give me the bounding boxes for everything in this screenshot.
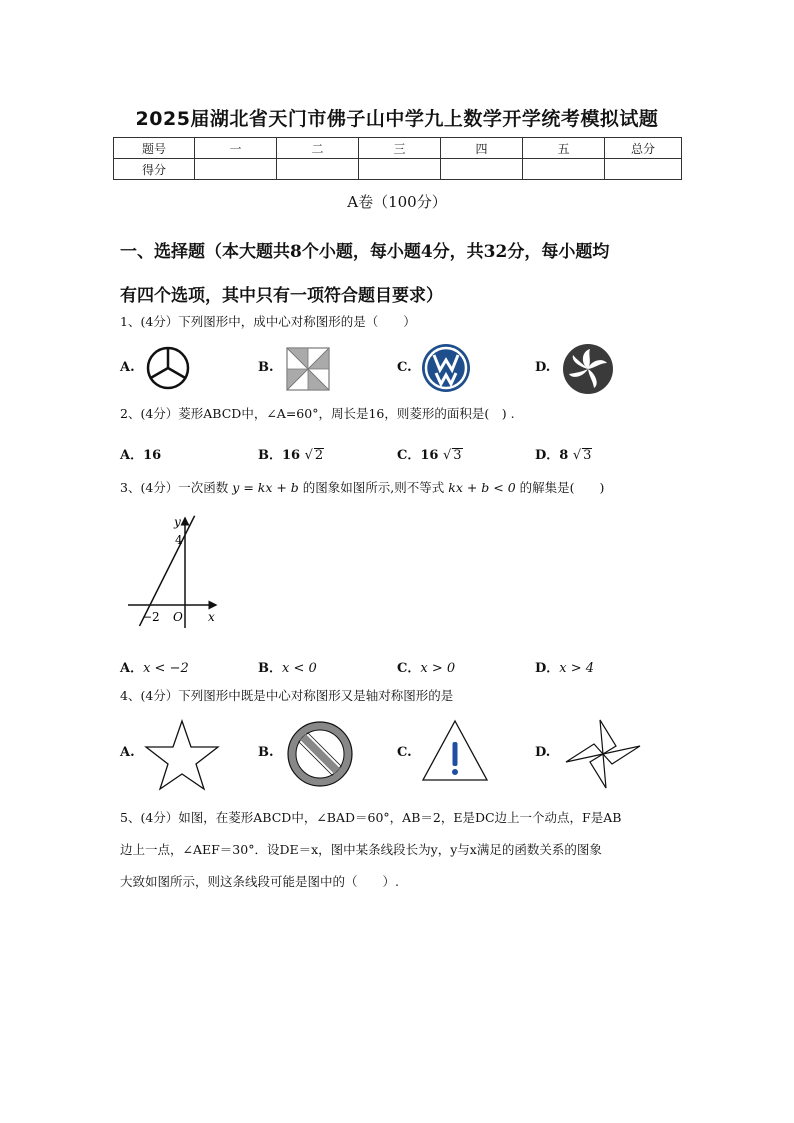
q1-option-d[interactable]: D. <box>535 360 551 375</box>
header-cell: 二 <box>277 138 359 159</box>
score-cell[interactable] <box>277 159 359 180</box>
score-cell[interactable] <box>359 159 441 180</box>
option-value: x > 0 <box>420 661 456 676</box>
q1-option-b[interactable]: B. <box>258 360 274 375</box>
pinwheel-square-icon <box>284 345 332 393</box>
option-value: x > 4 <box>559 661 595 676</box>
section1-heading-line1: 一、选择题（本大题共8个小题，每小题4分，共32分，每小题均 <box>120 242 610 262</box>
option-radical: 3 <box>453 448 462 463</box>
q3-suffix: 的解集是( ) <box>519 480 605 495</box>
q3-option-a[interactable] <box>120 657 189 676</box>
option-value: 16 <box>143 448 162 463</box>
option-label: C． <box>397 661 421 676</box>
q5-text <box>120 802 680 898</box>
q2-option-b[interactable]: B．16 √ 2 <box>258 448 324 463</box>
section-a-heading: A卷（100分） <box>347 193 447 211</box>
q3-option-c[interactable] <box>397 657 455 676</box>
y-axis-label: y <box>174 515 181 529</box>
score-cell[interactable] <box>523 159 605 180</box>
q2-option-a[interactable] <box>120 444 161 463</box>
score-table-header-row <box>114 138 682 159</box>
score-table-score-row <box>114 159 682 180</box>
x-intercept-label: −2 <box>142 610 160 624</box>
warning-triangle-icon <box>420 718 490 784</box>
score-table <box>113 137 682 180</box>
origin-label: O <box>173 610 183 624</box>
q5-line2: 边上一点，∠AEF＝30°．设DE＝x，图中某条线段长为y，y与x满足的函数关系的图象 <box>120 842 602 857</box>
header-cell: 一 <box>195 138 277 159</box>
q3-function: y = kx + b <box>232 480 299 495</box>
q3-graph <box>128 512 228 630</box>
exam-title: 2025届湖北省天门市佛子山中学九上数学开学统考模拟试题 <box>135 108 659 130</box>
option-label: B． <box>258 448 282 463</box>
prohibition-sign-icon <box>285 719 355 789</box>
q1-text: 1、(4分）下列图形中，成中心对称图形的是（ ） <box>120 314 416 329</box>
header-cell: 五 <box>523 138 605 159</box>
option-value: x < 0 <box>282 661 317 676</box>
section1-heading <box>120 230 690 318</box>
q2-option-c[interactable]: C．16 √ 3 <box>397 448 462 463</box>
q3-text <box>120 480 604 496</box>
bauhinia-flower-icon <box>562 343 614 395</box>
section1-heading-line2: 有四个选项，其中只有一项符合题目要求） <box>120 286 443 306</box>
option-value: x < −2 <box>143 661 189 676</box>
q3-inequality: kx + b < 0 <box>448 480 516 495</box>
q3-option-d[interactable] <box>535 657 594 676</box>
q3-mid: 的图象如图所示,则不等式 <box>302 480 445 495</box>
mercedes-logo-icon <box>145 345 191 391</box>
q4-option-d[interactable]: D. <box>535 745 551 760</box>
option-label: D． <box>535 448 560 463</box>
q1-option-a[interactable]: A. <box>120 360 135 375</box>
x-axis-label: x <box>208 610 215 624</box>
score-cell[interactable] <box>605 159 682 180</box>
header-cell: 四 <box>441 138 523 159</box>
pinwheel-four-blade-icon <box>564 716 642 792</box>
q4-option-c[interactable]: C. <box>397 745 412 760</box>
q5-line3: 大致如图所示，则这条线段可能是图中的（ ）. <box>120 874 399 889</box>
option-value: 8 <box>559 448 569 463</box>
q2-option-d[interactable]: D．8 √ 3 <box>535 448 592 463</box>
q4-text: 4、(4分）下列图形中既是中心对称图形又是轴对称图形的是 <box>120 688 454 703</box>
score-cell[interactable] <box>441 159 523 180</box>
q5-line1: 5、(4分）如图，在菱形ABCD中，∠BAD＝60°，AB＝2，E是DC边上一个动点，F是AB <box>120 810 622 825</box>
option-value: 16 <box>282 448 301 463</box>
five-point-star-icon <box>144 719 220 791</box>
header-cell: 总分 <box>605 138 682 159</box>
option-label: B． <box>258 661 282 676</box>
header-cell: 三 <box>359 138 441 159</box>
option-label: A． <box>120 661 144 676</box>
option-label: C． <box>397 448 421 463</box>
q3-option-b[interactable] <box>258 657 317 676</box>
q4-option-b[interactable]: B. <box>258 745 274 760</box>
q3-prefix: 3、(4分）一次函数 <box>120 480 229 495</box>
volkswagen-logo-icon <box>421 343 471 393</box>
row-label: 得分 <box>114 159 195 180</box>
y-intercept-label: 4 <box>175 533 183 547</box>
score-cell[interactable] <box>195 159 277 180</box>
option-label: A． <box>120 448 144 463</box>
q1-option-c[interactable]: C. <box>397 360 412 375</box>
header-cell: 题号 <box>114 138 195 159</box>
q4-option-a[interactable]: A. <box>120 745 135 760</box>
option-label: D． <box>535 661 560 676</box>
option-radical: 3 <box>583 448 592 463</box>
option-value: 16 <box>420 448 439 463</box>
q2-text: 2、(4分）菱形ABCD中，∠A=60°，周长是16，则菱形的面积是( ) . <box>120 406 515 421</box>
option-radical: 2 <box>314 448 324 463</box>
